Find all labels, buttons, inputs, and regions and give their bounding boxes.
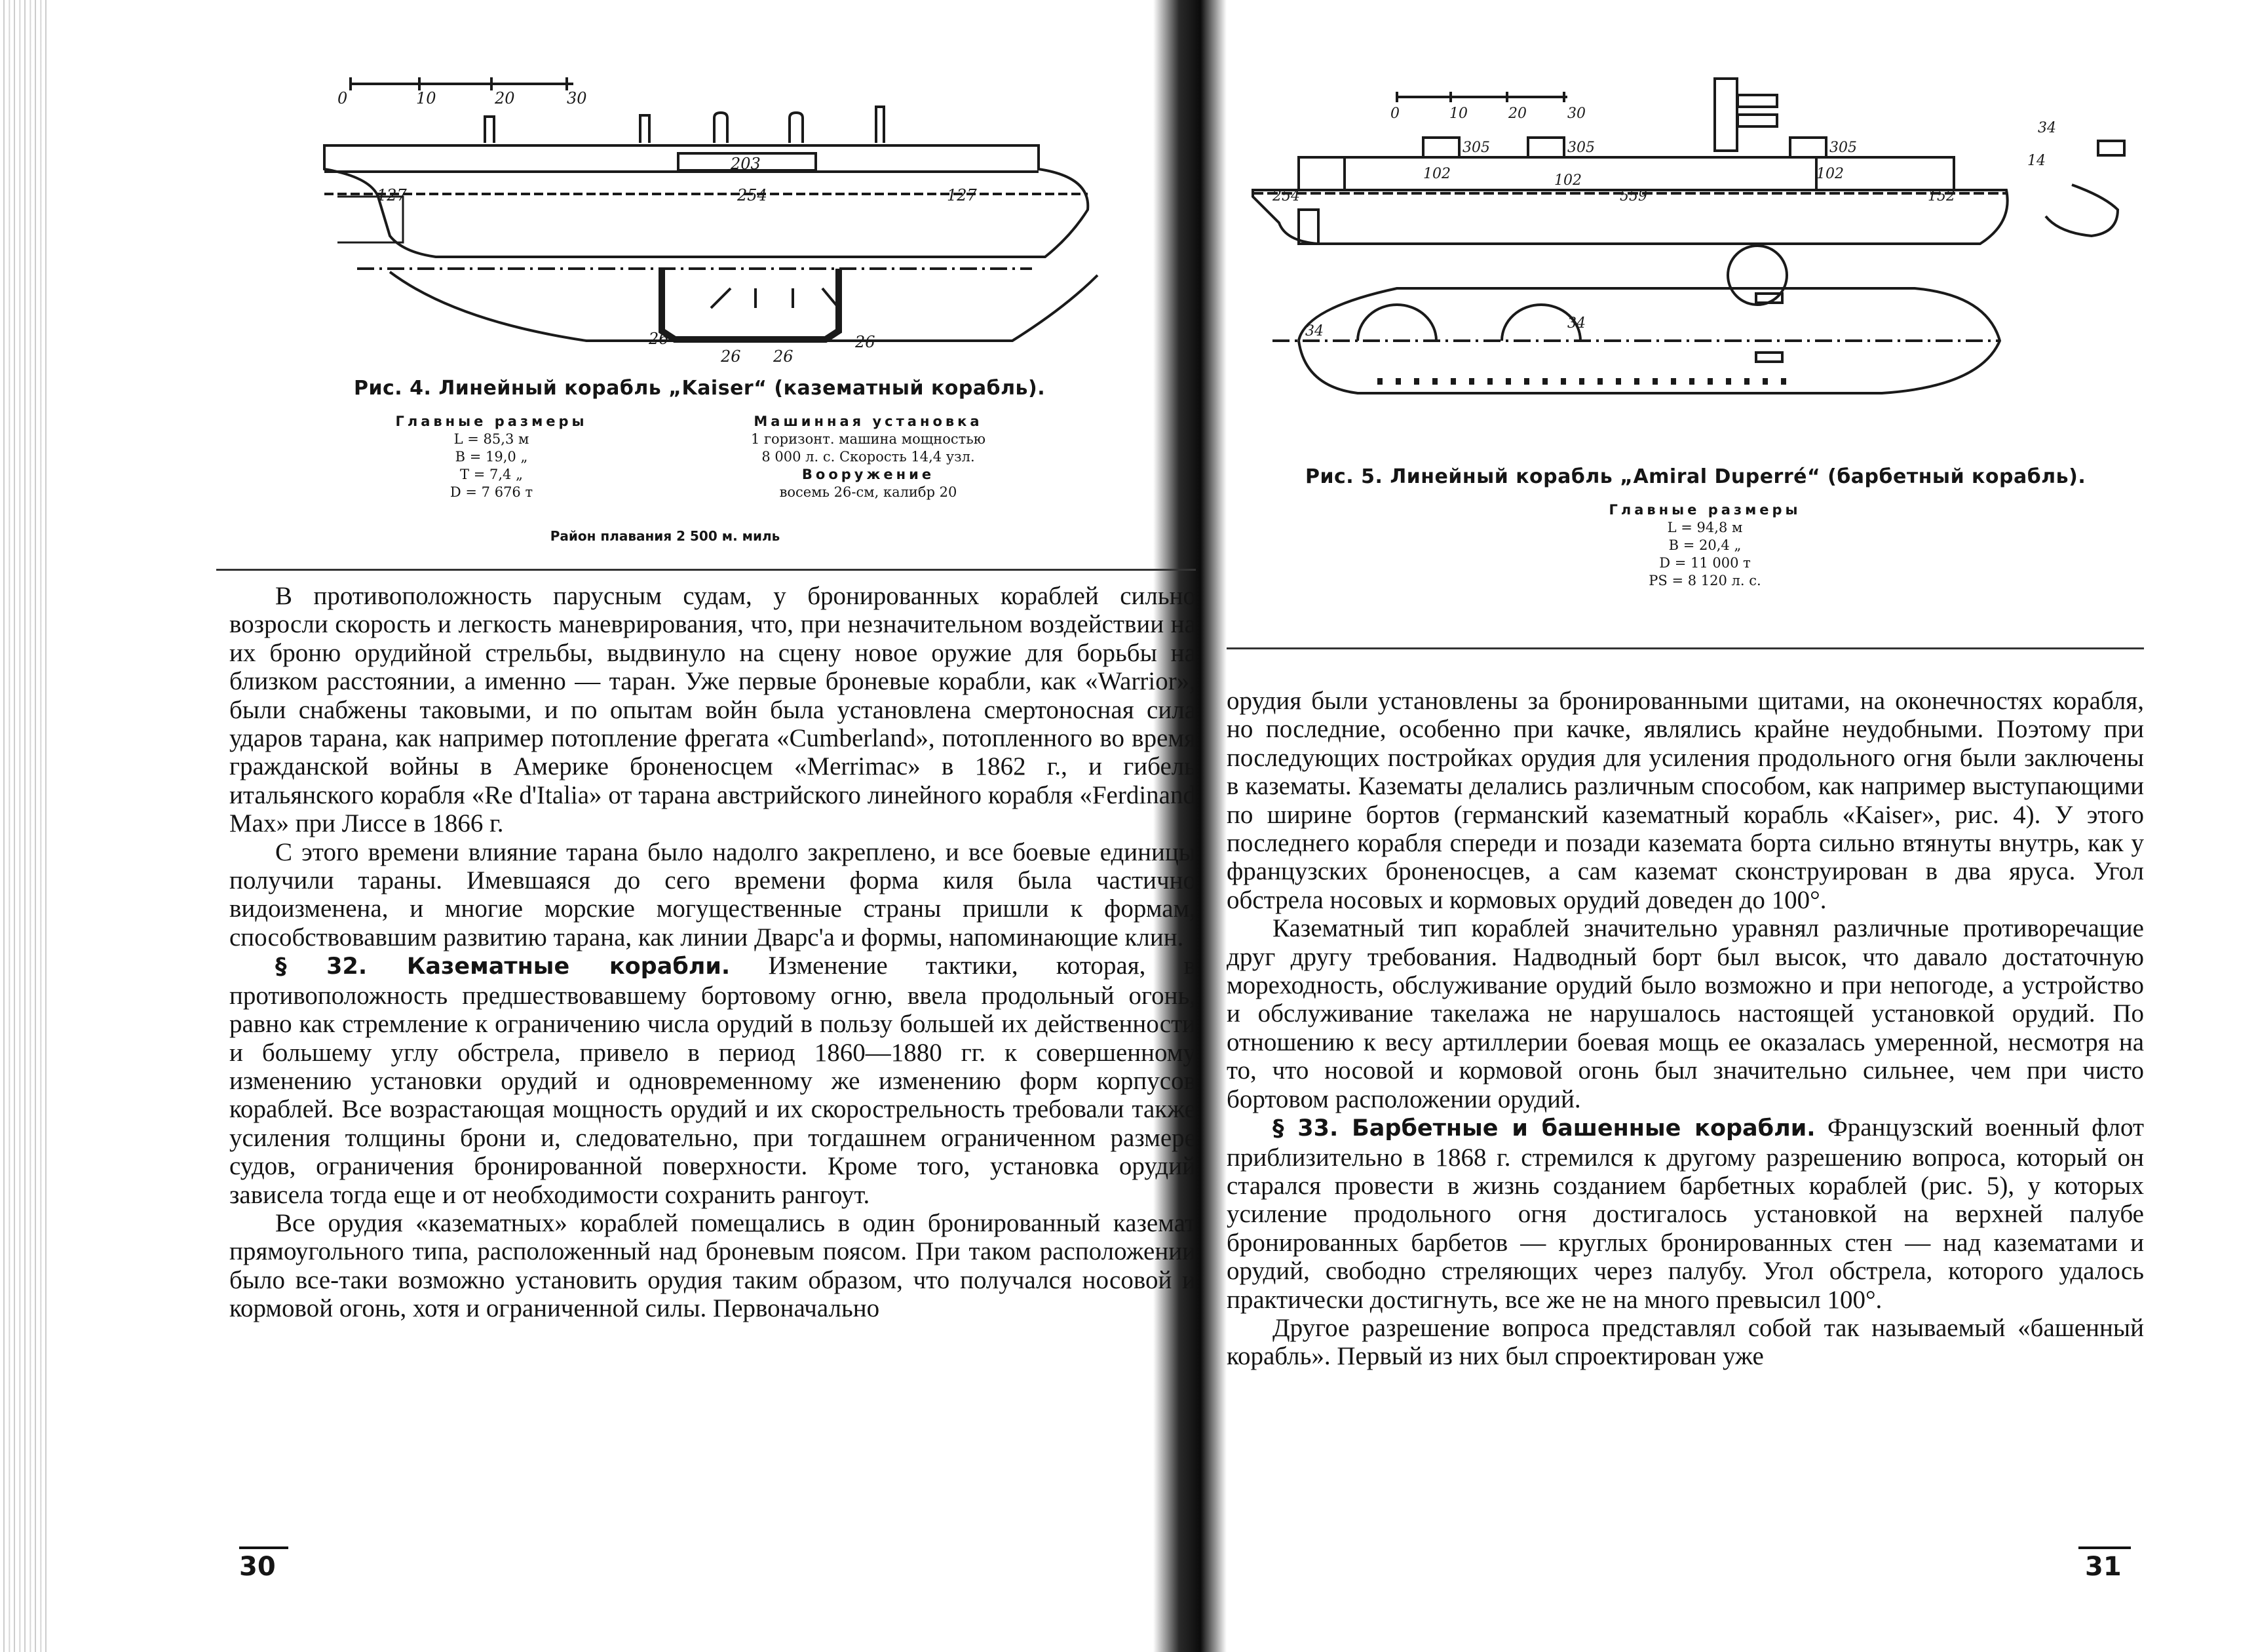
- spec-line: 8 000 л. с. Скорость 14,4 узл.: [761, 449, 975, 465]
- scale-label: 30: [1567, 106, 1586, 122]
- figure-4-kaiser-drawing: [49, 0, 1153, 367]
- scale-label: 30: [567, 89, 587, 107]
- specs-header: Вооружение: [801, 467, 935, 482]
- spec-line: L = 94,8 м: [1667, 520, 1743, 535]
- scale-label: 10: [1449, 106, 1468, 122]
- dim-label: 127: [377, 186, 407, 204]
- dim-label: 26: [773, 347, 793, 366]
- dim-label: 26: [855, 333, 875, 351]
- dim-label: 559: [1620, 188, 1647, 204]
- figure-4-specs-machinery: [704, 413, 1032, 501]
- dim-label: 305: [1829, 140, 1857, 156]
- dim-label: 127: [947, 186, 977, 204]
- paragraph: Казематный тип кораблей значительно уравнял различные противоречащие друг другу требования. Надводный борт был высок, что давало достаточную мореходность, обслуживание орудий было возможно и при непогоде, а устройство и обслуживание такелажа не нарушалось настоящей установкой орудий. По отношению к весу артиллерии боевая мощь ее оказалась умеренной, несмотря на то, что носовой и кормовой огонь был значительно сильнее, чем при чисто бортовом расположении орудий.: [1227, 914, 2144, 1113]
- dim-label: 26: [721, 347, 741, 366]
- paragraph: В противоположность парусным судам, у бронированных кораблей сильно возросли скорость и легкость маневрирования, что, при незначительном воздействии на их броню орудийной стрельбы, выдвинуло на сцену новое оружие для борьбы на близком расстоянии, а именно — таран. Уже первые броневые корабли, как «Warrior», были снабжены таковыми, и по опытам войн была установлена смертоносная сила ударов тарана, как например потопление фрегата «Cumberland», потопленного во время гражданской войны в Америке броненосцем «Merrimac» в 1862 г., и гибель итальянского корабля «Re d'Italia» от тарана австрийского линейного корабля «Ferdinand Max» при Лиссе в 1866 г.: [229, 582, 1196, 838]
- dim-label: 305: [1567, 140, 1595, 156]
- section-33: [1227, 1113, 2144, 1314]
- scan-left-edge: [0, 0, 49, 1652]
- dim-label: 152: [1928, 188, 1955, 204]
- page-number: 30: [239, 1552, 276, 1582]
- left-page: [49, 0, 1196, 1652]
- scale-label: 20: [1508, 106, 1527, 122]
- spec-line: B = 19,0 „: [455, 449, 528, 465]
- page-number: 31: [2085, 1552, 2122, 1582]
- figure-5-specs: [1567, 501, 1843, 590]
- spec-line: D = 11 000 т: [1659, 555, 1751, 571]
- section-heading: § 33. Барбетные и башенные корабли.: [1272, 1115, 1816, 1142]
- dim-label: 203: [731, 155, 761, 173]
- dim-label: 14: [2027, 153, 2046, 169]
- scale-label: 0: [337, 89, 348, 107]
- specs-header: Машинная установка: [754, 413, 983, 429]
- dim-label: 254: [1272, 188, 1300, 204]
- right-page: [1227, 0, 2256, 1652]
- page-number-rule: [2078, 1546, 2131, 1549]
- scale-label: 10: [416, 89, 436, 107]
- spec-line: D = 7 676 т: [449, 484, 533, 500]
- figure-4-specs-main: [383, 413, 600, 501]
- scale-label: 0: [1390, 106, 1400, 122]
- figure-divider: [216, 569, 1196, 571]
- left-body-text: [229, 582, 1196, 1323]
- dim-label: 34: [1305, 323, 1324, 339]
- specs-header: Главные размеры: [1609, 502, 1801, 518]
- dim-label: 102: [1554, 172, 1582, 189]
- section-heading: § 32. Казематные корабли.: [275, 953, 731, 980]
- page-number-rule: [239, 1546, 288, 1549]
- right-body-text: [1227, 687, 2144, 1371]
- scale-label: 20: [495, 89, 515, 107]
- section-32: [229, 951, 1196, 1209]
- spec-line: B = 20,4 „: [1668, 537, 1742, 553]
- figure-4-caption: Рис. 4. Линейный корабль „Kaiser“ (казематный корабль).: [354, 377, 1046, 400]
- figure-5-caption: Рис. 5. Линейный корабль „Amiral Duperré“ (барбетный корабль).: [1305, 465, 2086, 488]
- section-text: Французский военный флот приблизительно в 1868 г. стремился к другому разрешению вопроса, который он старался провести в жизнь созданием барбетных кораблей (рис. 5), у которых усиление продольного огня достигалось установкой на верхней палубе бронированных барбетов — круглых бронированных стен — над казематами и орудий, свободно стреляющих через палубу. Угол обстрела, которого удалось практически достигнуть, все же не на много превысил 100°.: [1227, 1113, 2145, 1314]
- spec-line: 1 горизонт. машина мощностью: [751, 431, 985, 447]
- dim-label: 102: [1423, 166, 1451, 182]
- figure-4-range: Район плавания 2 500 м. миль: [550, 528, 780, 544]
- dim-label: 26: [649, 330, 669, 348]
- paragraph: орудия были установлены за бронированными щитами, на оконечностях корабля, но последние, особенно при качке, являлись крайне неудобными. Поэтому при последующих постройках орудия для усиления продольного огня были заключены в казематы. Казематы делались различным способом, как например выступающими по ширине бортов (германский казематный корабль «Kaiser», рис. 4). У этого последнего корабля спереди и позади каземата борта сильно втянуты внутрь, как у французских броненосцев, а сам каземат сконструирован в два яруса. Угол обстрела носовых и кормовых орудий доведен до 100°.: [1227, 687, 2144, 914]
- paragraph: Все орудия «казематных» кораблей помещались в один бронированный каземат прямоугольного типа, расположенный над броневым поясом. При таком расположении было все-таки возможно установить орудия таким образом, что получался носовой и кормовой огонь, хотя и ограниченной силы. Первоначально: [229, 1208, 1196, 1323]
- figure-5-duperre-drawing: [1227, 0, 2256, 446]
- specs-header: Главные размеры: [395, 413, 588, 429]
- paragraph: С этого времени влияние тарана было надолго закреплено, и все боевые единицы получили тараны. Имевшаяся до сего времени форма киля была частично видоизменена, и многие морские могущественные страны пришли к формам, способствовавшим развитию тарана, как линии Дварс'а и формы, напоминающие клин.: [229, 837, 1196, 951]
- section-text: Изменение тактики, которая, в противоположность предшествовавшему бортовому огню, ввела продольный огонь, равно как стремление к ограничению числа орудий в пользу большей их действенности и большему углу обстрела, привело в период 1860—1880 гг. к совершенному изменению установки орудий и одновременному же изменению форм корпусов кораблей. Все возрастающая мощность орудий и их скорострельность требовали также усиления толщины брони и, следовательно, при тогдашнем ограниченном размере судов, ограничения бронированной поверхности. Кроме того, установка орудий зависела тогда еще и от необходимости сохранить рангоут.: [229, 951, 1196, 1209]
- paragraph: Другое разрешение вопроса представлял собой так называемый «башенный корабль». Первый из них был спроектирован уже: [1227, 1313, 2144, 1371]
- dim-label: 34: [2038, 120, 2056, 136]
- dim-label: 305: [1463, 140, 1490, 156]
- dim-label: 34: [1567, 315, 1586, 332]
- spec-line: T = 7,4 „: [460, 467, 523, 482]
- spec-line: L = 85,3 м: [453, 431, 529, 447]
- dim-label: 102: [1816, 166, 1844, 182]
- spec-line: восемь 26-см, калибр 20: [779, 484, 957, 500]
- figure-divider: [1227, 647, 2144, 649]
- book-gutter-fade: [1200, 0, 1227, 1652]
- dim-label: 254: [737, 186, 767, 204]
- spec-line: PS = 8 120 л. с.: [1649, 573, 1761, 588]
